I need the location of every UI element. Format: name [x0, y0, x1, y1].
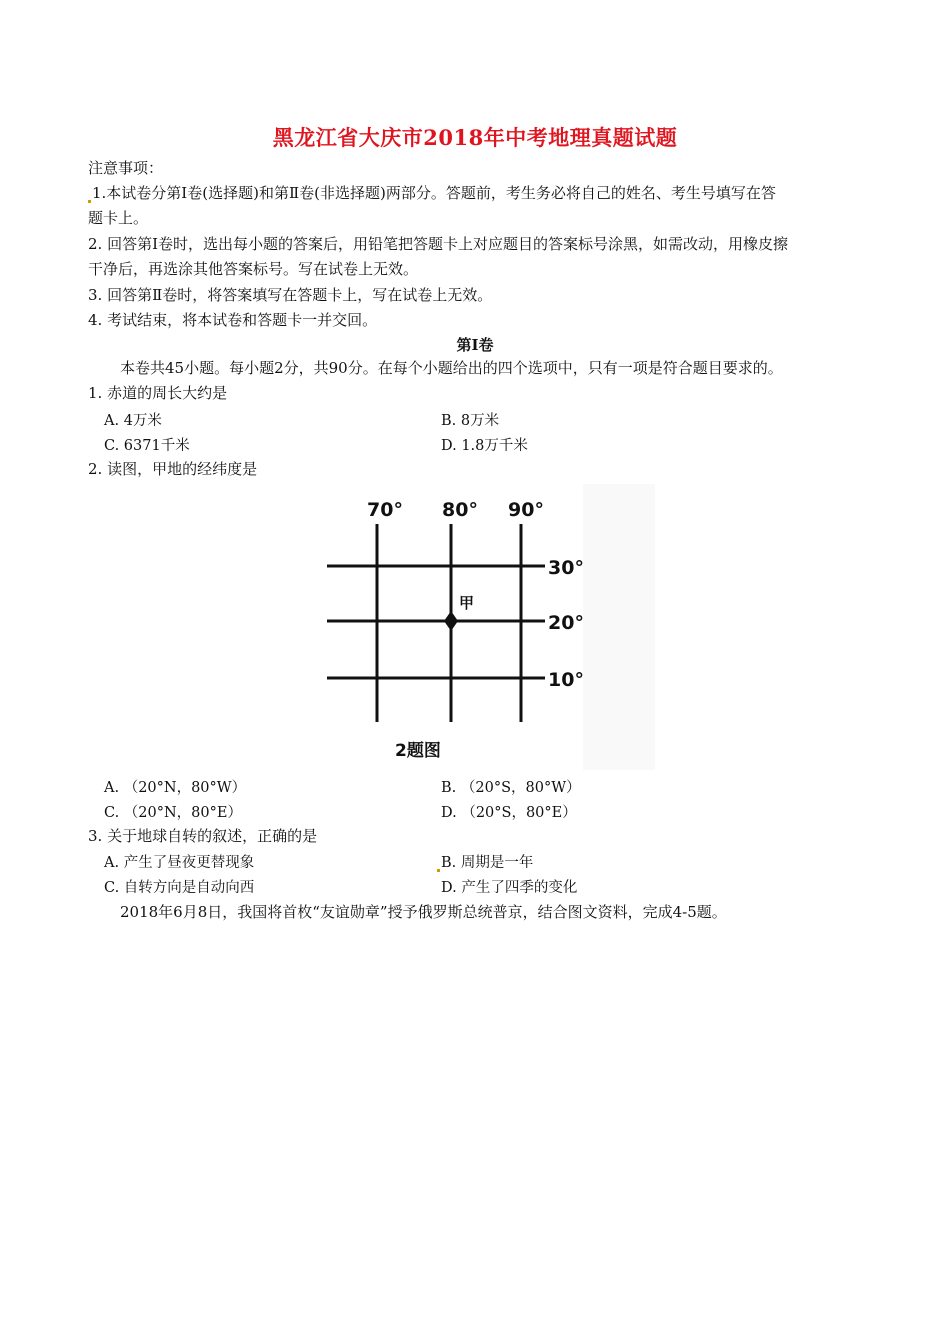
lat-long-grid-figure	[325, 484, 655, 770]
note-text: 1.本试卷分第Ⅰ卷(选择题)和第Ⅱ卷(非选择题)两部分。答题前，考生务必将自己的姓名、考生号填写在答	[92, 184, 776, 202]
option-b: B. （20°S，80°W）	[441, 780, 581, 796]
option-d: D. （20°S，80°E）	[441, 805, 577, 821]
option-c: C. 6371千米	[104, 438, 190, 454]
point-label: 甲	[459, 594, 475, 612]
bullet-mark-icon	[437, 869, 440, 872]
latitude-label: 30°	[548, 557, 584, 579]
option-b: B. 8万米	[441, 413, 500, 429]
note-line: 2. 回答第Ⅰ卷时，选出每小题的答案后，用铅笔把答题卡上对应题目的答案标号涂黑，如需改动，用橡皮擦	[88, 235, 789, 253]
section-intro: 本卷共45小题。每小题2分，共90分。在每个小题给出的四个选项中，只有一项是符合题目要求的。	[120, 359, 783, 377]
question-stem: 3. 关于地球自转的叙述，正确的是	[88, 827, 318, 845]
option-a: A. 4万米	[104, 413, 162, 429]
longitude-label: 90°	[508, 499, 544, 521]
option-c: C. 自转方向是自动向西	[104, 880, 255, 896]
option-d: D. 1.8万千米	[441, 438, 528, 454]
option-d: D. 产生了四季的变化	[441, 880, 578, 896]
notes-heading: 注意事项：	[88, 159, 164, 177]
location-point-marker	[444, 611, 458, 631]
note-line: 题卡上。	[88, 209, 149, 227]
option-b	[437, 851, 533, 872]
option-a: A. 产生了昼夜更替现象	[104, 855, 255, 871]
bullet-mark-icon	[88, 200, 91, 203]
figure-caption: 2题图	[395, 741, 441, 761]
section-title: 第Ⅰ卷	[456, 336, 494, 354]
note-line: 3. 回答第Ⅱ卷时，将答案填写在答题卡上，写在试卷上无效。	[88, 286, 493, 304]
document-title: 黑龙江省大庆市2018年中考地理真题试题	[272, 125, 678, 150]
longitude-label: 70°	[367, 499, 403, 521]
note-line: 干净后，再选涂其他答案标号。写在试卷上无效。	[88, 260, 419, 278]
note-line: 4. 考试结束，将本试卷和答题卡一并交回。	[88, 311, 378, 329]
question-stem: 2. 读图，甲地的经纬度是	[88, 460, 258, 478]
option-text: B. 周期是一年	[441, 855, 534, 871]
latitude-label: 20°	[548, 612, 584, 634]
longitude-label: 80°	[442, 499, 478, 521]
option-a: A. （20°N，80°W）	[104, 780, 247, 796]
grid-map	[325, 484, 655, 770]
reading-passage: 2018年6月8日，我国将首枚“友谊勋章”授予俄罗斯总统普京，结合图文资料，完成4-5题。	[120, 903, 727, 921]
option-c: C. （20°N，80°E）	[104, 805, 242, 821]
note-line	[88, 183, 776, 203]
latitude-label: 10°	[548, 669, 584, 691]
question-stem: 1. 赤道的周长大约是	[88, 384, 228, 402]
